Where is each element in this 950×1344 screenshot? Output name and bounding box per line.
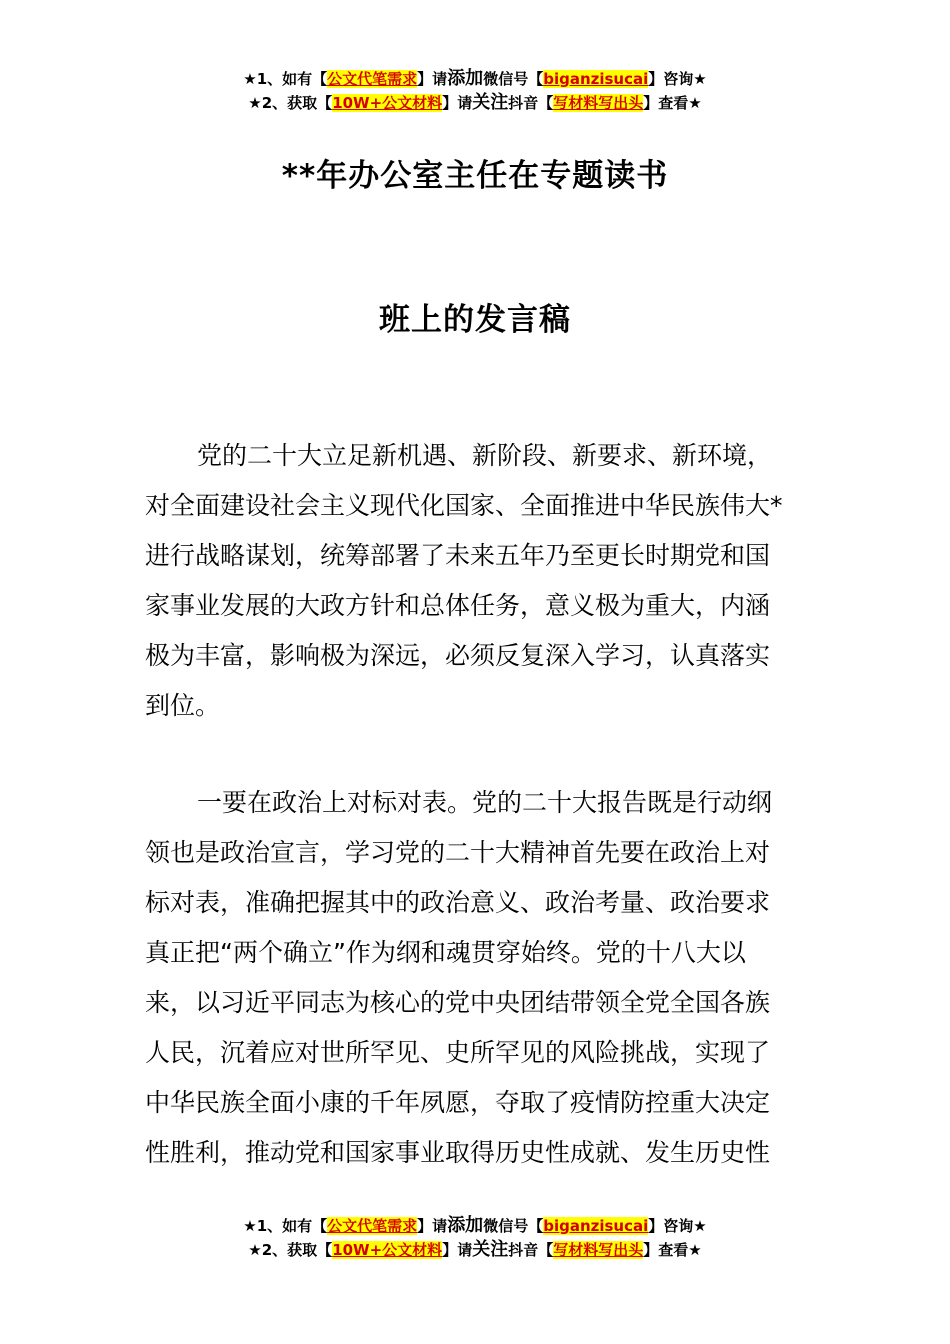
promo-text: 】请: [417, 1217, 448, 1235]
promo-emphasis: 关注: [472, 92, 509, 113]
promo-line-2: [0, 1238, 950, 1262]
promo-banner-bottom: [0, 1214, 950, 1262]
promo-line-1: [0, 67, 950, 91]
paragraph-line: 人民，沉着应对世所罕见、史所罕见的风险挑战，实现了: [145, 1038, 771, 1067]
paragraph-line: 领也是政治宣言，学习党的二十大精神首先要在政治上对: [145, 838, 771, 867]
paragraph-line: 党的二十大立足新机遇、新阶段、新要求、新环境，: [197, 441, 773, 470]
promo-text: 抖音【: [508, 94, 554, 112]
promo-text: 】请: [442, 1241, 473, 1259]
paragraph-line: 真正把“两个确立”作为纲和魂贯穿始终。党的十八大以: [145, 938, 746, 967]
promo-text: 】查看★: [643, 94, 702, 112]
paragraph-line: 来，以习近平同志为核心的党中央团结带领全党全国各族: [145, 988, 771, 1017]
promo-line-2: [0, 91, 950, 115]
paragraph-2: [145, 778, 825, 1178]
promo-emphasis: 添加: [447, 68, 484, 89]
promo-text: 】请: [417, 70, 448, 88]
promo-text: 抖音【: [508, 1241, 554, 1259]
highlight-service: 公文代笔需求: [327, 70, 418, 88]
promo-text: 微信号【: [483, 70, 544, 88]
promo-text: ★1、如有【: [243, 70, 328, 88]
paragraph-line: 到位。: [145, 691, 221, 720]
highlight-materials: 10W+公文材料: [332, 1241, 443, 1259]
promo-text: 】请: [442, 94, 473, 112]
paragraph-line: 一要在政治上对标对表。党的二十大报告既是行动纲: [197, 788, 773, 817]
highlight-douyin-account: 写材料写出头: [553, 1241, 644, 1259]
paragraph-line: 进行战略谋划，统筹部署了未来五年乃至更长时期党和国: [145, 541, 771, 570]
paragraph-1: [145, 431, 825, 731]
promo-text: 】查看★: [643, 1241, 702, 1259]
paragraph-line: 标对表，准确把握其中的政治意义、政治考量、政治要求: [145, 888, 771, 917]
promo-emphasis: 关注: [472, 1239, 509, 1260]
paragraph-line: 极为丰富，影响极为深远，必须反复深入学习，认真落实: [145, 641, 771, 670]
paragraph-line: 中华民族全面小康的千年夙愿，夺取了疫情防控重大决定: [145, 1088, 771, 1117]
highlight-materials: 10W+公文材料: [332, 94, 443, 112]
document-title-line-1: **年办公室主任在专题读书: [281, 158, 669, 194]
highlight-wechat-id: biganzisucai: [543, 70, 649, 88]
promo-line-1: [0, 1214, 950, 1238]
promo-emphasis: 添加: [447, 1215, 484, 1236]
promo-text: ★1、如有【: [243, 1217, 328, 1235]
highlight-wechat-id: biganzisucai: [543, 1217, 649, 1235]
promo-text: ★2、获取【: [248, 94, 333, 112]
promo-text: ★2、获取【: [248, 1241, 333, 1259]
promo-text: 微信号【: [483, 1217, 544, 1235]
paragraph-line: 性胜利，推动党和国家事业取得历史性成就、发生历史性: [145, 1138, 771, 1167]
paragraph-line: 家事业发展的大政方针和总体任务，意义极为重大，内涵: [145, 591, 771, 620]
promo-banner-top: [0, 67, 950, 115]
document-title-line-2: 班上的发言稿: [379, 302, 571, 338]
paragraph-line: 对全面建设社会主义现代化国家、全面推进中华民族伟大*: [145, 491, 783, 520]
highlight-douyin-account: 写材料写出头: [553, 94, 644, 112]
promo-text: 】咨询★: [648, 1217, 707, 1235]
promo-text: 】咨询★: [648, 70, 707, 88]
highlight-service: 公文代笔需求: [327, 1217, 418, 1235]
